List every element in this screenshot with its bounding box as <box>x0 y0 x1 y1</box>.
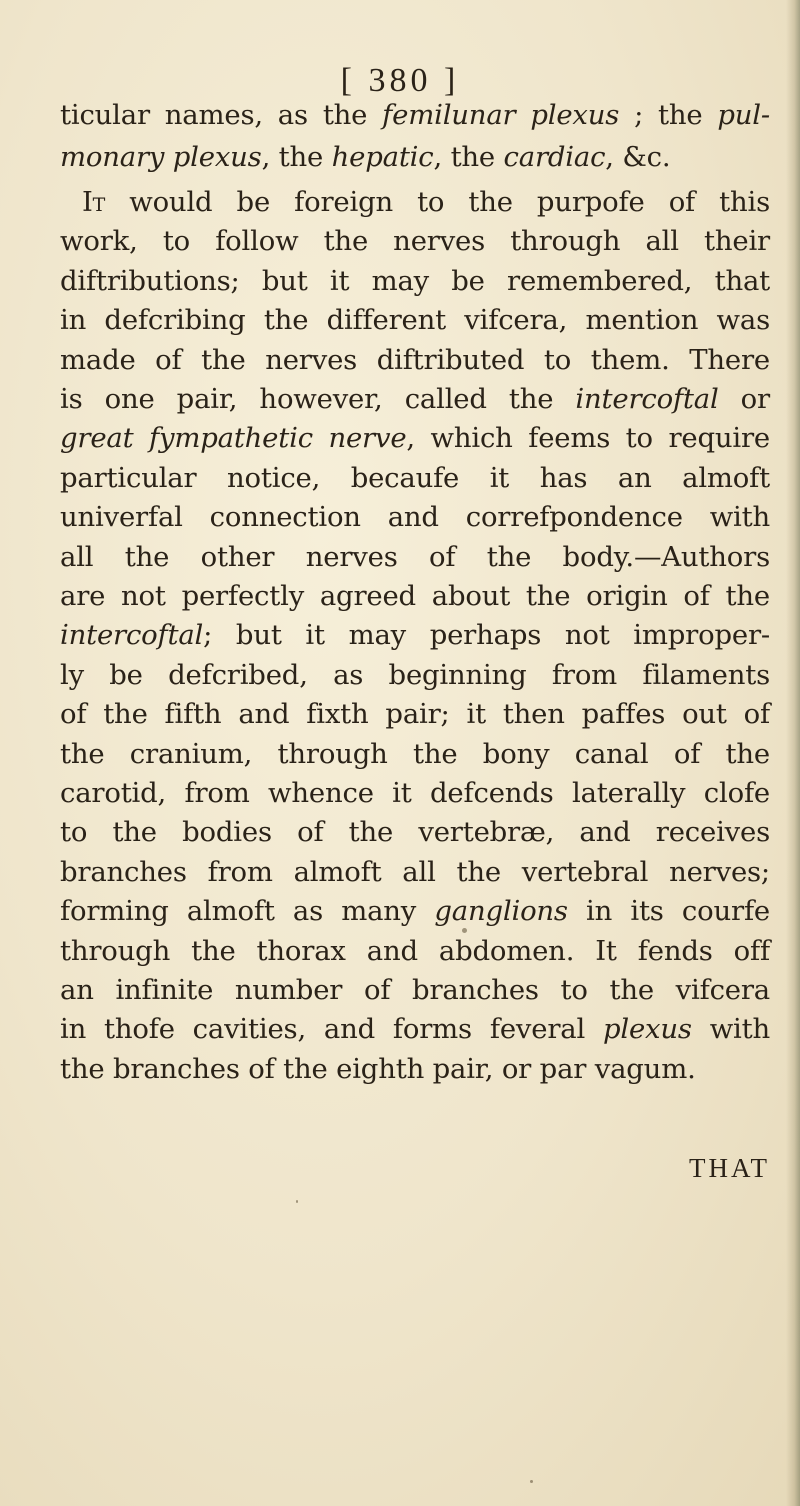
small-caps-text: It <box>82 186 106 218</box>
italic-text: monary plexus <box>60 141 262 173</box>
text-line <box>60 973 770 1007</box>
text-run: with <box>691 1013 770 1046</box>
italic-text: ganglions <box>434 895 568 928</box>
text-line <box>60 934 770 968</box>
text-run: , the <box>261 141 332 173</box>
text-run: an infinite number of branches to the vifcera <box>60 974 770 1006</box>
text-run: ; the <box>619 99 718 131</box>
text-run: diftributions; but it may be remembered, that <box>60 264 770 297</box>
text-run: work, to follow the nerves through all their <box>60 225 770 258</box>
page-number-header: [ 380 ] <box>340 62 460 99</box>
text-run: of the fifth and fixth pair; it then paffes out of <box>60 698 770 731</box>
text-line <box>60 618 770 652</box>
text-run: through the thorax and abdomen. It fends off <box>60 934 770 967</box>
text-line <box>82 185 770 219</box>
text-run: in its courfe <box>567 895 770 928</box>
italic-text: cardiac <box>503 141 606 173</box>
text-run: the branches of the eighth pair, or par vagum. <box>60 1052 696 1085</box>
text-run: in thofe cavities, and forms feveral <box>60 1013 603 1046</box>
text-line <box>60 1052 696 1086</box>
text-run: are not perfectly agreed about the origin of the <box>60 580 770 612</box>
italic-text: plexus <box>602 1013 692 1046</box>
text-line <box>60 894 770 928</box>
text-line <box>60 303 770 337</box>
text-line <box>60 579 770 613</box>
text-run: ticular names, as the <box>60 99 383 131</box>
italic-text: pul- <box>717 99 770 131</box>
ink-speck <box>530 1480 533 1483</box>
italic-text: great fympathetic nerve <box>60 422 407 455</box>
text-line <box>60 776 770 810</box>
text-line <box>60 658 770 692</box>
text-line <box>60 540 770 574</box>
text-line <box>60 382 770 416</box>
text-line <box>60 500 770 534</box>
text-line <box>60 264 770 298</box>
text-line <box>60 815 770 849</box>
text-line <box>60 421 770 455</box>
text-line <box>60 1012 770 1046</box>
text-line <box>60 224 770 258</box>
text-run: or <box>718 383 770 415</box>
text-run: branches from almoft all the vertebral nerves; <box>60 855 770 888</box>
italic-text: femilunar plexus <box>382 99 620 131</box>
text-line <box>60 855 770 889</box>
text-run: particular notice, becaufe it has an almoft <box>60 461 770 494</box>
text-run: made of the nerves diftributed to them. There <box>60 343 770 376</box>
text-run: the cranium, through the bony canal of the <box>60 737 770 770</box>
text-run: univerfal connection and correfpondence with <box>60 501 770 534</box>
text-run: , the <box>433 141 504 173</box>
ink-speck <box>296 1200 298 1203</box>
text-line <box>60 98 770 132</box>
catchword: THAT <box>689 1153 770 1184</box>
italic-text: intercoftal <box>60 619 204 652</box>
text-line <box>60 343 770 377</box>
text-run: in defcribing the different vifcera, mention was <box>60 304 770 337</box>
text-run: is one pair, however, called the <box>60 383 576 415</box>
ink-speck <box>462 928 467 933</box>
text-run: ; but it may perhaps not improper- <box>203 619 770 652</box>
page-edge-shadow <box>786 0 800 1506</box>
text-run: , which feems to require <box>406 422 770 455</box>
text-line <box>60 697 770 731</box>
text-line <box>60 461 770 495</box>
text-run: to the bodies of the vertebræ, and receives <box>60 816 770 849</box>
text-run: forming almoft as many <box>60 895 435 928</box>
italic-text: intercoftal <box>575 383 719 415</box>
text-line <box>60 140 670 174</box>
italic-text: hepatic <box>331 141 434 173</box>
text-run: ly be defcribed, as beginning from filaments <box>60 658 770 691</box>
text-run: all the other nerves of the body.—Authors <box>60 540 770 573</box>
text-run: , &c. <box>605 141 671 173</box>
text-run: carotid, from whence it defcends laterally clofe <box>60 777 770 809</box>
text-line <box>60 737 770 771</box>
text-run: would be foreign to the purpofe of this <box>105 186 770 218</box>
